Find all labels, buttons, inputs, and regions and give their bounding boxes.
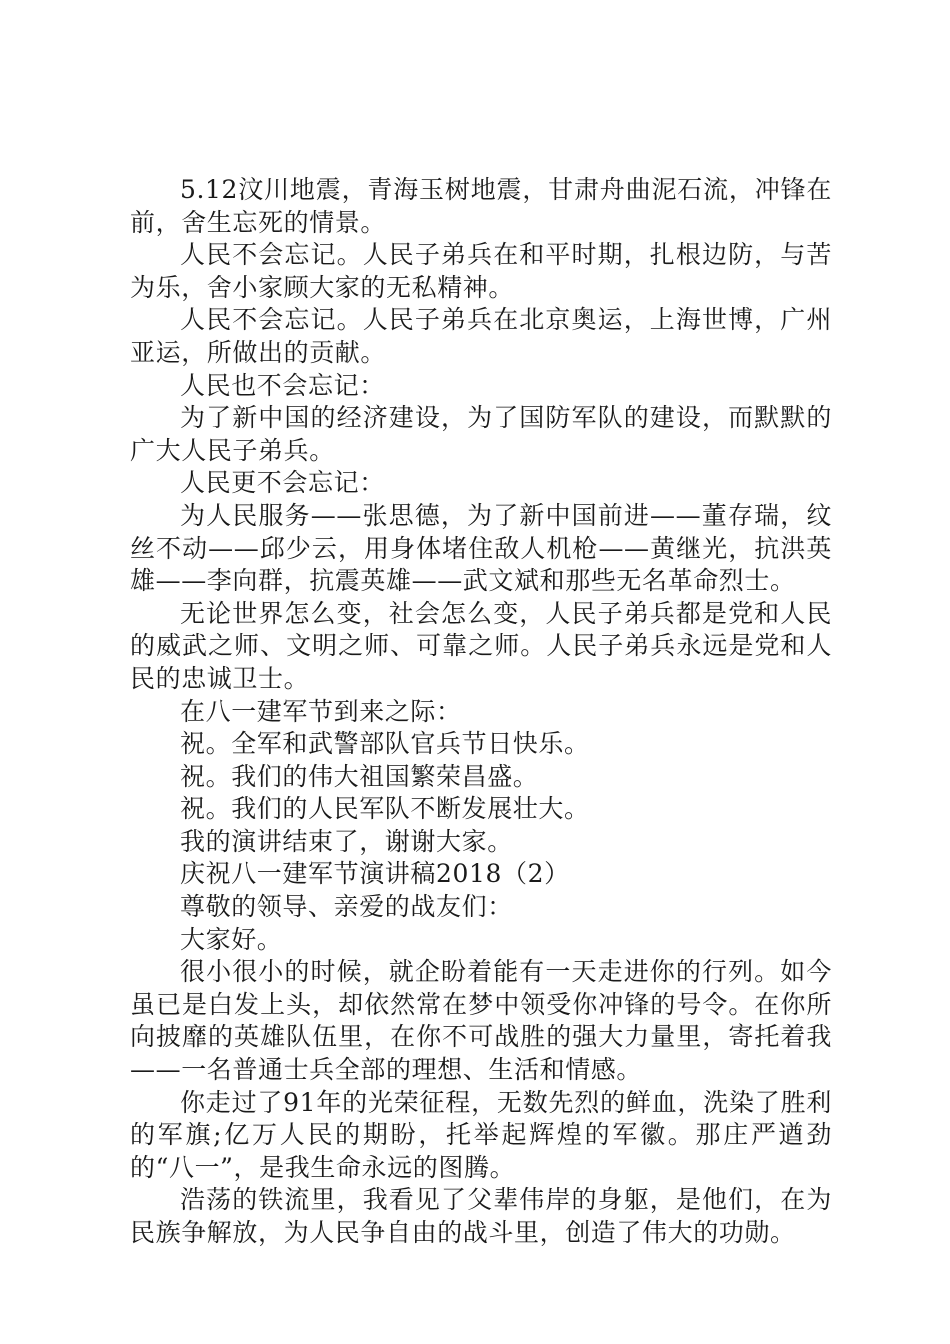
paragraph: 为了新中国的经济建设，为了国防军队的建设，而默默的广大人民子弟兵。 bbox=[130, 403, 832, 465]
paragraph: 5.12汶川地震，青海玉树地震，甘肃舟曲泥石流，冲锋在前，舍生忘死的情景。 bbox=[130, 175, 832, 237]
paragraph: 很小很小的时候，就企盼着能有一天走进你的行列。如今虽已是白发上头，却依然常在梦中领受你冲锋的号令。在你所向披靡的英雄队伍里，在你不可战胜的强大力量里，寄托着我——一名普通士兵全部的理想、生活和情感。 bbox=[130, 957, 832, 1085]
section-heading: 庆祝八一建军节演讲稿2018（2） bbox=[180, 859, 570, 889]
paragraph: 我的演讲结束了，谢谢大家。 bbox=[180, 826, 513, 856]
paragraph: 人民不会忘记。人民子弟兵在北京奥运，上海世博，广州亚运，所做出的贡献。 bbox=[130, 305, 832, 367]
salutation: 尊敬的领导、亲爱的战友们： bbox=[180, 892, 513, 922]
paragraph: 在八一建军节到来之际： bbox=[180, 696, 462, 726]
paragraph: 浩荡的铁流里，我看见了父辈伟岸的身躯，是他们，在为民族争解放，为人民争自由的战斗里，创造了伟大的功勋。 bbox=[130, 1185, 832, 1247]
paragraph: 人民不会忘记。人民子弟兵在和平时期，扎根边防，与苦为乐，舍小家顾大家的无私精神。 bbox=[130, 240, 832, 302]
document-body bbox=[130, 174, 832, 1250]
greeting: 大家好。 bbox=[180, 924, 283, 954]
paragraph: 你走过了91年的光荣征程，无数先烈的鲜血，洗染了胜利的军旗;亿万人民的期盼，托举起辉煌的军徽。那庄严遒劲的“八一”，是我生命永远的图腾。 bbox=[130, 1087, 832, 1182]
paragraph: 祝。全军和武警部队官兵节日快乐。 bbox=[180, 729, 590, 759]
paragraph: 祝。我们的人民军队不断发展壮大。 bbox=[180, 794, 590, 824]
paragraph: 为人民服务——张思德，为了新中国前进——董存瑞，纹丝不动——邱少云，用身体堵住敌人机枪——黄继光，抗洪英雄——李向群，抗震英雄——武文斌和那些无名革命烈士。 bbox=[130, 500, 832, 596]
paragraph: 人民更不会忘记： bbox=[180, 468, 385, 498]
paragraph: 人民也不会忘记： bbox=[180, 370, 385, 400]
paragraph: 无论世界怎么变，社会怎么变，人民子弟兵都是党和人民的威武之师、文明之师、可靠之师。人民子弟兵永远是党和人民的忠诚卫士。 bbox=[130, 598, 832, 693]
paragraph: 祝。我们的伟大祖国繁荣昌盛。 bbox=[180, 761, 539, 791]
